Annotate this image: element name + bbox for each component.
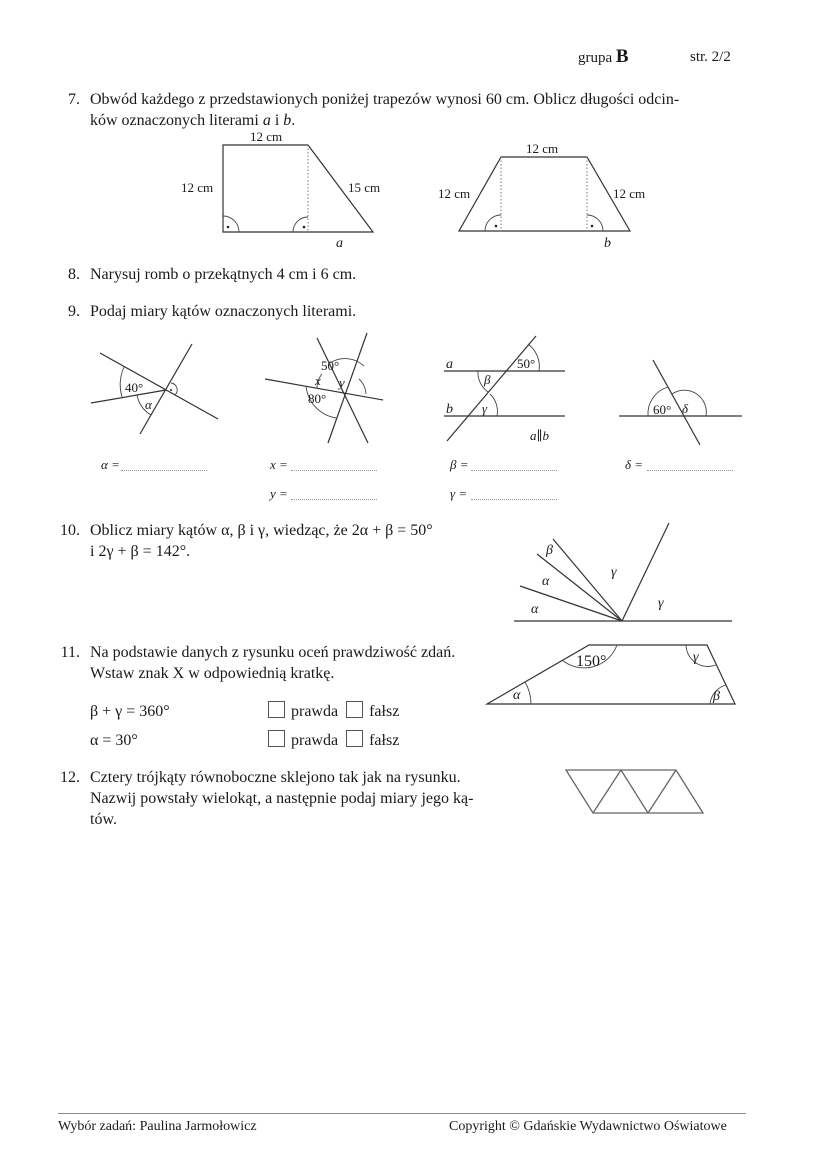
task-7-line2-mid: i (270, 112, 284, 129)
group-label (578, 46, 629, 69)
fig11-label-beta: β (713, 689, 720, 704)
fig9d-label-delta: δ (682, 401, 689, 416)
fig9c-label-parallel: a∥b (530, 428, 550, 443)
fig10-label-gamma-lower: γ (658, 596, 664, 611)
footer-divider (58, 1113, 746, 1114)
footer-right: Copyright © Gdańskie Wydawnictwo Oświatowe (449, 1119, 727, 1134)
trap-a-top-label: 12 cm (250, 129, 283, 144)
fig11-label-gamma: γ (693, 650, 699, 665)
task-12-triangles-figure (550, 755, 750, 825)
answer-alpha-field[interactable] (121, 470, 207, 471)
trapezoid-b-figure (430, 135, 660, 255)
fig9b-label-80: 80° (308, 391, 327, 406)
answer-beta-label: β = (450, 457, 469, 472)
fig9c-label-beta: β (484, 372, 491, 387)
task-8-text: Narysuj romb o przekątnych 4 cm i 6 cm. (90, 266, 357, 283)
fig9a-label-40: 40° (125, 380, 144, 395)
angles-figure-2 (260, 330, 395, 445)
task-7-number: 7. (68, 91, 80, 108)
statement-2-true-label: prawda (291, 732, 339, 749)
task-10-line2: i 2γ + β = 142°. (90, 543, 191, 560)
task-12-number: 12. (60, 769, 80, 786)
fig9b-label-x: x (315, 373, 321, 388)
statement-2-text: α = 30° (90, 732, 138, 749)
task-11-trapezoid-figure (470, 635, 750, 715)
fig9c-label-50: 50° (517, 356, 536, 371)
var-a: a (262, 112, 271, 129)
task-8-number: 8. (68, 266, 80, 283)
fig9c-label-gamma: γ (482, 401, 488, 416)
task-11-line1: Na podstawie danych z rysunku oceń prawdziwość zdań. (90, 644, 456, 661)
fig9b-label-50: 50° (321, 358, 340, 373)
task-12-line3: tów. (90, 811, 117, 828)
fig9a-label-alpha: α (145, 397, 152, 412)
angles-figure-3-parallel (430, 330, 580, 445)
task-12-line1: Cztery trójkąty równoboczne sklejono tak jak na rysunku. (90, 769, 461, 786)
trap-b-right-label: 12 cm (613, 186, 646, 201)
task-7-line2-prefix: ków oznaczonych literami (90, 112, 263, 129)
fig11-label-150: 150° (576, 653, 607, 670)
task-11-number: 11. (60, 644, 80, 661)
statement-2-options (268, 730, 399, 751)
task-10-line1: Oblicz miary kątów α, β i γ, wiedząc, że 2α + β = 50° (90, 522, 433, 539)
answer-beta-field[interactable] (471, 470, 557, 471)
statement-1-false-label: fałsz (369, 703, 400, 720)
task-9-text: Podaj miary kątów oznaczonych literami. (90, 303, 357, 320)
answer-delta-label: δ = (625, 457, 644, 472)
fig9c-label-b: b (446, 402, 453, 417)
task-11-line2: Wstaw znak X w odpowiednią kratkę. (90, 665, 335, 682)
answer-alpha-label: α = (101, 457, 120, 472)
task-7-line1: Obwód każdego z przedstawionych poniżej trapezów wynosi 60 cm. Oblicz długości odcin- (90, 91, 680, 108)
fig10-label-alpha-lower: α (531, 602, 539, 617)
fig9b-label-y: y (339, 375, 345, 390)
statement-1-options (268, 701, 399, 722)
trap-a-bottom-var: a (336, 236, 343, 251)
trapezoid-a-figure (170, 125, 400, 255)
trap-a-left-label: 12 cm (181, 180, 214, 195)
angles-figure-4 (615, 355, 745, 450)
answer-x-field[interactable] (291, 470, 377, 471)
statement-1-text: β + γ = 360° (90, 703, 170, 720)
fig10-label-gamma-upper: γ (611, 565, 617, 580)
fig10-label-alpha-upper: α (542, 574, 550, 589)
fig10-label-beta: β (546, 543, 553, 558)
task-9-number: 9. (68, 303, 80, 320)
task-7-line2-end: . (291, 112, 296, 129)
trap-b-top-label: 12 cm (526, 141, 559, 156)
fig11-label-alpha: α (513, 688, 521, 703)
footer-left: Wybór zadań: Paulina Jarmołowicz (58, 1119, 257, 1134)
statement-2-true-checkbox[interactable] (268, 730, 285, 747)
fig9c-label-a: a (446, 357, 453, 372)
task-10-figure (500, 515, 750, 635)
answer-y-label: y = (270, 486, 288, 501)
answer-gamma-field[interactable] (471, 499, 557, 500)
statement-1-false-checkbox[interactable] (346, 701, 363, 718)
statement-1-true-label: prawda (291, 703, 339, 720)
trap-b-left-label: 12 cm (438, 186, 471, 201)
trap-a-right-label: 15 cm (348, 180, 381, 195)
answer-y-field[interactable] (291, 499, 377, 500)
statement-2-false-checkbox[interactable] (346, 730, 363, 747)
statement-1-true-checkbox[interactable] (268, 701, 285, 718)
group-label-text: grupa (578, 50, 613, 66)
task-12-line2: Nazwij powstały wielokąt, a następnie podaj miary jego ką- (90, 790, 474, 807)
var-b: b (283, 112, 292, 129)
page-number: str. 2/2 (690, 49, 731, 65)
answer-gamma-label: γ = (450, 486, 468, 501)
answer-x-label: x = (270, 457, 288, 472)
group-value: B (615, 46, 629, 67)
task-10-number: 10. (60, 522, 80, 539)
statement-2-false-label: fałsz (369, 732, 400, 749)
angles-figure-1 (85, 330, 235, 440)
answer-delta-field[interactable] (647, 470, 733, 471)
fig9d-label-60: 60° (653, 402, 672, 417)
trap-b-bottom-var: b (604, 236, 611, 251)
